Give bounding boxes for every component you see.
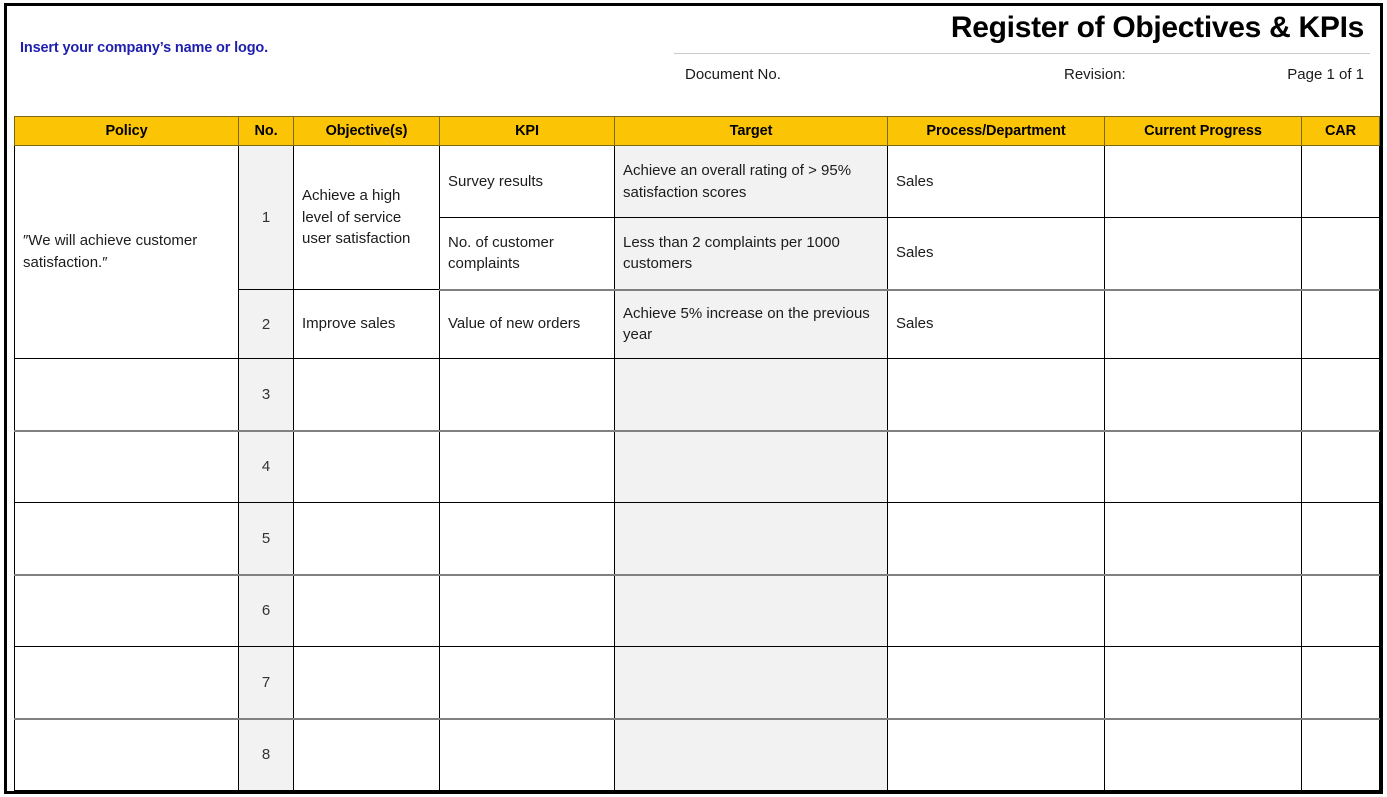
column-header-policy[interactable]: Policy xyxy=(15,117,239,146)
table-row xyxy=(15,146,1380,218)
row-number-value: 8 xyxy=(261,746,271,764)
objectives-kpi-table xyxy=(14,116,1380,791)
page-number-label: Page 1 of 1 xyxy=(1287,65,1364,83)
title-block xyxy=(674,6,1370,94)
cell-current-progress[interactable] xyxy=(1105,575,1302,647)
cell-policy[interactable] xyxy=(15,647,239,719)
cell-kpi[interactable] xyxy=(440,575,615,647)
objective-text: Achieve a high level of service user satisfaction xyxy=(302,186,411,248)
cell-kpi[interactable] xyxy=(440,647,615,719)
cell-process-department[interactable] xyxy=(888,218,1105,290)
cell-process-department[interactable] xyxy=(888,359,1105,431)
cell-objective[interactable] xyxy=(294,647,440,719)
cell-target[interactable] xyxy=(615,719,888,791)
column-header-progress[interactable]: Current Progress xyxy=(1105,117,1302,146)
cell-objective[interactable] xyxy=(294,719,440,791)
cell-car[interactable] xyxy=(1302,359,1380,431)
document-meta-row xyxy=(674,54,1370,94)
cell-policy[interactable] xyxy=(15,146,239,359)
table-row xyxy=(15,719,1380,791)
cell-kpi[interactable] xyxy=(440,431,615,503)
cell-car[interactable] xyxy=(1302,719,1380,791)
cell-kpi[interactable] xyxy=(440,719,615,791)
cell-process-department[interactable] xyxy=(888,503,1105,575)
row-number-value: 6 xyxy=(261,602,271,620)
cell-current-progress[interactable] xyxy=(1105,719,1302,791)
cell-objective[interactable] xyxy=(294,431,440,503)
kpi-text: Value of new orders xyxy=(448,315,581,333)
table-row xyxy=(15,431,1380,503)
revision-label[interactable]: Revision: xyxy=(1064,65,1126,83)
cell-row-number[interactable] xyxy=(239,719,294,791)
cell-car[interactable] xyxy=(1302,503,1380,575)
cell-car[interactable] xyxy=(1302,647,1380,719)
cell-row-number[interactable] xyxy=(239,359,294,431)
cell-current-progress[interactable] xyxy=(1105,359,1302,431)
register-table-container xyxy=(14,116,1379,791)
cell-target[interactable] xyxy=(615,503,888,575)
cell-process-department[interactable] xyxy=(888,647,1105,719)
column-header-car[interactable]: CAR xyxy=(1302,117,1380,146)
table-row xyxy=(15,575,1380,647)
process-text: Sales xyxy=(896,244,934,262)
column-header-no[interactable]: No. xyxy=(239,117,294,146)
column-header-kpi[interactable]: KPI xyxy=(440,117,615,146)
cell-current-progress[interactable] xyxy=(1105,218,1302,290)
cell-kpi[interactable] xyxy=(440,359,615,431)
cell-target[interactable] xyxy=(615,647,888,719)
row-number-value: 4 xyxy=(261,458,271,476)
cell-kpi[interactable] xyxy=(440,146,615,218)
kpi-text: No. of customer complaints xyxy=(448,233,554,273)
target-text: Less than 2 complaints per 1000 customers xyxy=(623,233,840,273)
target-text: Achieve 5% increase on the previous year xyxy=(623,304,870,344)
row-number-value: 3 xyxy=(261,385,271,403)
document-number-label[interactable]: Document No. xyxy=(685,65,781,83)
cell-target[interactable] xyxy=(615,575,888,647)
row-number-value: 1 xyxy=(261,209,271,226)
document-header xyxy=(7,6,1380,101)
cell-policy[interactable] xyxy=(15,431,239,503)
cell-process-department[interactable] xyxy=(888,290,1105,359)
cell-car[interactable] xyxy=(1302,431,1380,503)
process-text: Sales xyxy=(896,315,934,333)
column-header-objective[interactable]: Objective(s) xyxy=(294,117,440,146)
table-row xyxy=(15,647,1380,719)
document-page xyxy=(4,3,1383,794)
cell-objective[interactable] xyxy=(294,359,440,431)
cell-policy[interactable] xyxy=(15,575,239,647)
page-title: Register of Objectives & KPIs xyxy=(950,11,1364,44)
row-number-value: 7 xyxy=(261,673,271,691)
cell-objective[interactable] xyxy=(294,503,440,575)
cell-current-progress[interactable] xyxy=(1105,647,1302,719)
objective-text: Improve sales xyxy=(302,315,396,333)
table-row xyxy=(15,359,1380,431)
table-row xyxy=(15,503,1380,575)
cell-car[interactable] xyxy=(1302,290,1380,359)
cell-row-number[interactable] xyxy=(239,503,294,575)
cell-process-department[interactable] xyxy=(888,431,1105,503)
cell-row-number[interactable] xyxy=(239,575,294,647)
company-logo-placeholder[interactable]: Insert your company’s name or logo. xyxy=(20,40,269,56)
cell-policy[interactable] xyxy=(15,503,239,575)
kpi-text: Survey results xyxy=(448,172,544,190)
cell-kpi[interactable] xyxy=(440,503,615,575)
cell-current-progress[interactable] xyxy=(1105,290,1302,359)
cell-car[interactable] xyxy=(1302,146,1380,218)
cell-policy[interactable] xyxy=(15,359,239,431)
policy-text: ″We will achieve customer satisfaction.″ xyxy=(23,232,198,271)
cell-row-number[interactable] xyxy=(239,431,294,503)
row-number-value: 5 xyxy=(261,529,271,547)
cell-current-progress[interactable] xyxy=(1105,503,1302,575)
cell-target[interactable] xyxy=(615,290,888,359)
cell-target[interactable] xyxy=(615,218,888,290)
target-text: Achieve an overall rating of > 95% satisfaction scores xyxy=(623,161,852,201)
column-header-target[interactable]: Target xyxy=(615,117,888,146)
cell-process-department[interactable] xyxy=(888,575,1105,647)
cell-current-progress[interactable] xyxy=(1105,146,1302,218)
column-header-process[interactable]: Process/Department xyxy=(888,117,1105,146)
cell-process-department[interactable] xyxy=(888,146,1105,218)
cell-target[interactable] xyxy=(615,431,888,503)
cell-process-department[interactable] xyxy=(888,719,1105,791)
row-number-value: 2 xyxy=(261,315,271,333)
cell-objective[interactable] xyxy=(294,575,440,647)
cell-kpi[interactable] xyxy=(440,290,615,359)
cell-policy[interactable] xyxy=(15,719,239,791)
cell-objective[interactable] xyxy=(294,290,440,359)
process-text: Sales xyxy=(896,172,934,190)
cell-target[interactable] xyxy=(615,146,888,218)
cell-current-progress[interactable] xyxy=(1105,431,1302,503)
cell-objective[interactable] xyxy=(294,146,440,290)
cell-row-number[interactable] xyxy=(239,146,294,290)
cell-kpi[interactable] xyxy=(440,218,615,290)
cell-row-number[interactable] xyxy=(239,647,294,719)
cell-car[interactable] xyxy=(1302,218,1380,290)
cell-target[interactable] xyxy=(615,359,888,431)
cell-car[interactable] xyxy=(1302,575,1380,647)
cell-row-number[interactable] xyxy=(239,290,294,359)
table-header-row xyxy=(15,117,1380,146)
